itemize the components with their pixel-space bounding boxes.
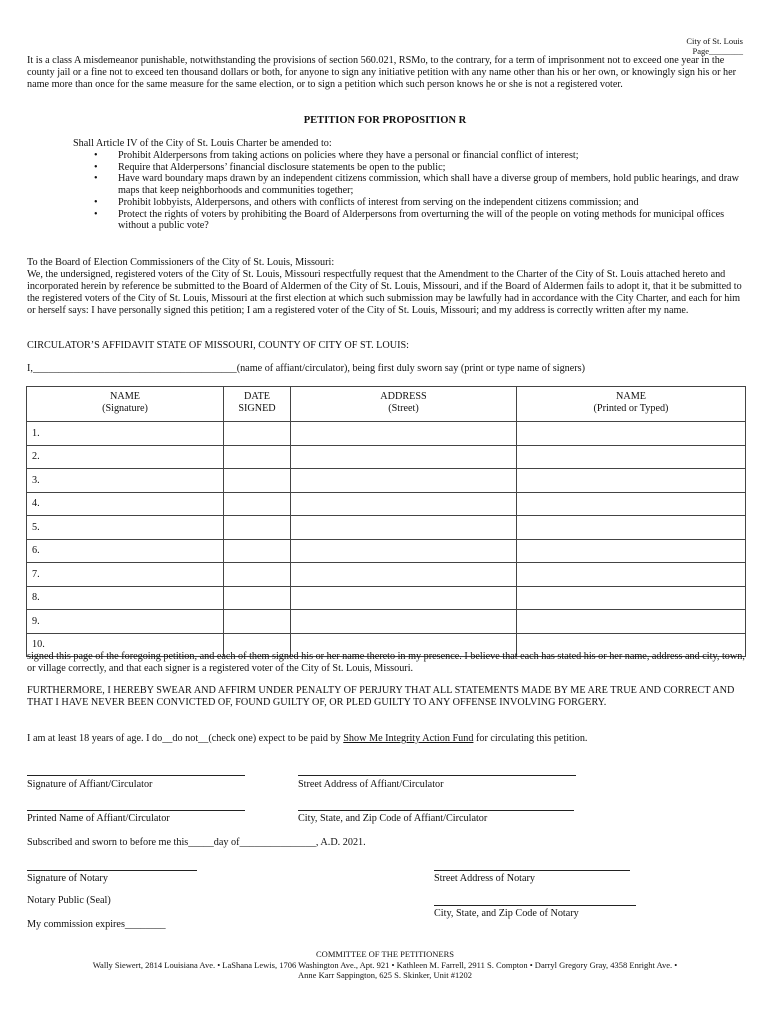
affiant-city-label: City, State, and Zip Code of Affiant/Circulator	[298, 813, 488, 824]
date-cell[interactable]	[224, 586, 291, 610]
affiant-signature-label: Signature of Affiant/Circulator	[27, 779, 153, 790]
signature-cell[interactable]: 7.	[27, 563, 224, 587]
table-row	[27, 422, 746, 446]
committee-heading: COMMITTEE OF THE PETITIONERS	[316, 949, 454, 959]
signature-table	[26, 386, 746, 657]
col-header-date: DATE SIGNED	[224, 387, 291, 422]
amendment-item: • Protect the rights of voters by prohibiting the Board of Alderpersons from overturning the will of the people on voting methods for municipal offices without a public vote?	[90, 209, 746, 232]
address-cell[interactable]	[291, 492, 517, 516]
amendment-item: • Have ward boundary maps drawn by an independent citizens commission, which shall have a diverse group of members, hold public hearings, and draw maps that keep neighborhoods and communities together;	[90, 173, 746, 196]
signed-statement: signed this page of the foregoing petition, and each of them signed his or her name thereto in my presence. I believe that each has stated his or her name, address and city, town, or village correctly, and that each signer is a registered voter of the City of St. Louis, Missouri.	[27, 651, 745, 674]
address-cell[interactable]	[291, 422, 517, 446]
amendment-item: • Prohibit lobbyists, Alderpersons, and others with conflicts of interest from serving on the independent citizens commission; and	[90, 197, 746, 209]
printed-name-cell[interactable]	[517, 586, 746, 610]
signature-cell[interactable]: 8.	[27, 586, 224, 610]
date-cell[interactable]	[224, 610, 291, 634]
affiant-street-label: Street Address of Affiant/Circulator	[298, 779, 444, 790]
date-cell[interactable]	[224, 469, 291, 493]
signature-cell[interactable]: 9.	[27, 610, 224, 634]
printed-name-cell[interactable]	[517, 469, 746, 493]
signature-cell[interactable]: 4.	[27, 492, 224, 516]
notary-signature-label: Signature of Notary	[27, 873, 108, 884]
page-number-field[interactable]: Page________	[692, 46, 743, 56]
affiant-signature-line[interactable]	[27, 766, 245, 776]
address-cell[interactable]	[291, 516, 517, 540]
amendment-item: • Prohibit Alderpersons from taking actions on policies where they have a personal or financial conflict of interest;	[90, 150, 746, 162]
subscribed-line[interactable]: Subscribed and sworn to before me this_____day of_______________, A.D. 2021.	[27, 837, 366, 848]
amendment-list	[90, 150, 746, 232]
date-cell[interactable]	[224, 492, 291, 516]
table-row	[27, 492, 746, 516]
address-cell[interactable]	[291, 563, 517, 587]
notary-city-label: City, State, and Zip Code of Notary	[434, 908, 579, 919]
printed-name-cell[interactable]	[517, 516, 746, 540]
printed-name-cell[interactable]	[517, 492, 746, 516]
affiant-printed-name-line[interactable]	[27, 801, 245, 811]
address-cell[interactable]	[291, 445, 517, 469]
date-cell[interactable]	[224, 516, 291, 540]
notary-street-line[interactable]	[434, 861, 630, 871]
notary-street-label: Street Address of Notary	[434, 873, 536, 884]
notary-public-seal: Notary Public (Seal)	[27, 895, 111, 906]
ballot-question: Shall Article IV of the City of St. Louis Charter be amended to:	[73, 138, 332, 149]
notary-signature-line[interactable]	[27, 861, 197, 871]
signature-cell[interactable]: 10.	[27, 633, 224, 657]
col-header-signature: NAME (Signature)	[27, 387, 224, 422]
affiant-printed-name-label: Printed Name of Affiant/Circulator	[27, 813, 170, 824]
date-cell[interactable]	[224, 445, 291, 469]
printed-name-cell[interactable]	[517, 539, 746, 563]
affidavit-heading: CIRCULATOR’S AFFIDAVIT STATE OF MISSOURI, COUNTY OF CITY OF ST. LOUIS:	[27, 340, 410, 351]
table-row	[27, 610, 746, 634]
committee-members-line1: Wally Siewert, 2814 Louisiana Ave. • LaShana Lewis, 1706 Washington Ave., Apt. 921 • Kathleen M. Farrell, 2911 S. Compton • Darryl Gregory Gray, 4358 Enright Ave. •	[92, 960, 678, 970]
table-row	[27, 445, 746, 469]
address-cell[interactable]	[291, 469, 517, 493]
addressee: To the Board of Election Commissioners of the City of St. Louis, Missouri:	[27, 257, 335, 268]
address-cell[interactable]	[291, 586, 517, 610]
voter-request: We, the undersigned, registered voters of the City of St. Louis, Missouri respectfully request that the Amendment to the Charter of the City of St. Louis attached hereto and incorporated herein by reference be submitted to the Board of Aldermen of the City of St. Louis, Missouri, and if the Board of Aldermen fails to adopt it, that it be submitted to the registered voters of the City of St. Louis, Missouri at the first election at which such submission may be lawfully had in accordance with the City Charter, and each for him or herself says: I have personally signed this petition; I am a registered voter of the City of St. Louis, Missouri; and my address is correctly written after my name.	[27, 269, 742, 316]
affiant-name-line[interactable]: I,________________________________________(name of affiant/circulator), being first duly sworn say (print or type name of signers)	[27, 363, 586, 374]
paying-organization: Show Me Integrity Action Fund	[343, 733, 474, 744]
committee-members-line2: Anne Karr Sappington, 625 S. Skinker, Unit #1202	[298, 970, 472, 980]
date-cell[interactable]	[224, 422, 291, 446]
address-cell[interactable]	[291, 539, 517, 563]
perjury-oath: FURTHERMORE, I HEREBY SWEAR AND AFFIRM UNDER PENALTY OF PERJURY THAT ALL STATEMENTS MADE BY ME ARE TRUE AND CORRECT AND THAT I HAVE NEVER BEEN CONVICTED OF, FOUND GUILTY OF, OR PLED GUILTY TO ANY OFFENSE INVOLVING FORGERY.	[27, 685, 735, 708]
affiant-street-line[interactable]	[298, 766, 576, 776]
signature-table-header	[27, 387, 746, 422]
page-header	[686, 36, 743, 56]
notary-city-line[interactable]	[434, 896, 636, 906]
signature-cell[interactable]: 3.	[27, 469, 224, 493]
signature-cell[interactable]: 1.	[27, 422, 224, 446]
col-header-printed-name: NAME (Printed or Typed)	[517, 387, 746, 422]
printed-name-cell[interactable]	[517, 445, 746, 469]
date-cell[interactable]	[224, 563, 291, 587]
table-row	[27, 563, 746, 587]
signature-cell[interactable]: 6.	[27, 539, 224, 563]
col-header-address: ADDRESS (Street)	[291, 387, 517, 422]
city-label: City of St. Louis	[686, 36, 743, 46]
printed-name-cell[interactable]	[517, 422, 746, 446]
date-cell[interactable]	[224, 539, 291, 563]
printed-name-cell[interactable]	[517, 610, 746, 634]
table-row	[27, 539, 746, 563]
commission-expires[interactable]: My commission expires________	[27, 919, 166, 930]
signature-cell[interactable]: 5.	[27, 516, 224, 540]
amendment-item: • Require that Alderpersons’ financial disclosure statements be open to the public;	[90, 162, 746, 174]
payment-statement: I am at least 18 years of age. I do__do not__(check one) expect to be paid by Show Me Integrity Action Fund for circulating this petition.	[27, 733, 588, 744]
address-cell[interactable]	[291, 610, 517, 634]
misdemeanor-warning: It is a class A misdemeanor punishable, notwithstanding the provisions of section 560.021, RSMo, to the contrary, for a term of imprisonment not to exceed one year in the county jail or a fine not to exceed ten thousand dollars or both, for anyone to sign any initiative petition with any name other than his or her own, or knowingly sign his or her name more than once for the same measure for the same election, or to sign a petition which such person knows he or she is not a registered voter.	[27, 55, 737, 90]
printed-name-cell[interactable]	[517, 563, 746, 587]
table-row	[27, 586, 746, 610]
table-row	[27, 516, 746, 540]
petition-title: PETITION FOR PROPOSITION R	[303, 115, 467, 126]
table-row	[27, 469, 746, 493]
affiant-city-line[interactable]	[298, 801, 574, 811]
signature-cell[interactable]: 2.	[27, 445, 224, 469]
